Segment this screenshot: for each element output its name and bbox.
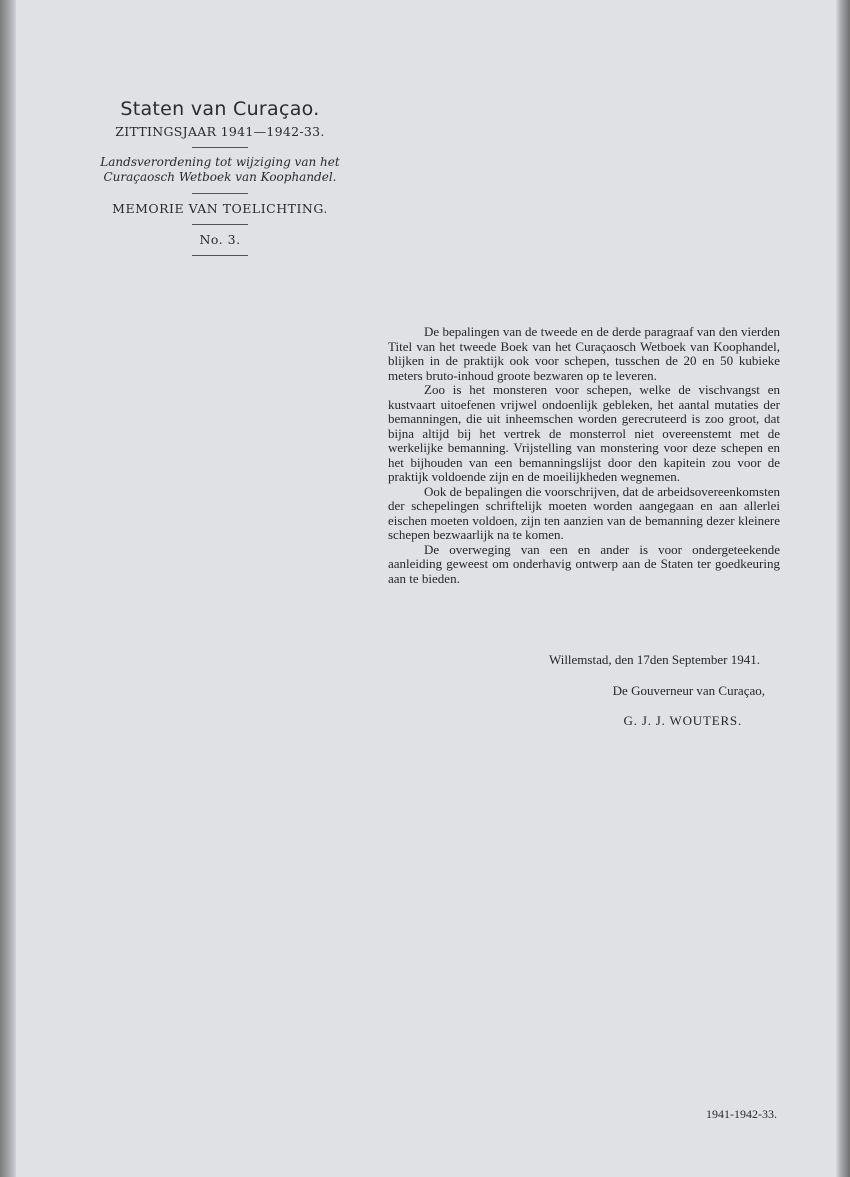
divider-rule bbox=[192, 224, 248, 225]
signatory-title: De Gouverneur van Curaçao, bbox=[612, 683, 765, 698]
page-edge-right bbox=[836, 0, 850, 1177]
place-date: Willemstad, den 17den September 1941. bbox=[548, 652, 760, 667]
document-title: Staten van Curaçao. bbox=[120, 98, 320, 120]
paragraph: De bepalingen van de tweede en de derde paragraaf van den vierden Titel van het tweede Boek van het Curaçaosch Wetboek van Koophandel, blijken in de praktijk ook voor schepen, tusschen de 20 en 50 kubieke meters bruto-inhoud groote bezwaren op te leveren. bbox=[388, 324, 780, 383]
divider-rule bbox=[192, 193, 248, 194]
subject-line: Landsverordening tot wijziging van het Curaçaosch Wetboek van Koophandel. bbox=[100, 155, 340, 184]
document-header bbox=[70, 98, 370, 263]
explanatory-text bbox=[388, 325, 780, 586]
page-edge-left bbox=[0, 0, 16, 1177]
divider-rule bbox=[192, 255, 248, 256]
paragraph: Zoo is het monsteren voor schepen, welke de vischvangst en kustvaart uitoefenen vrijwel ondoenlijk gebleken, het aantal mutaties der bemanningen, die uit inheemschen worden gerecruteerd is zoo groot, dat bijna altijd bij het vertrek de monsterrol niet overeenstemt met de werkelijke bemanning. Vrijstelling van monstering voor deze schepen en het bijhouden van een bemanningslijst door den kapitein zou voor de praktijk voldoende zijn en de moeilijkheden wegnemen. bbox=[388, 382, 780, 484]
signatory-name: G. J. J. WOUTERS. bbox=[623, 713, 742, 728]
document-number: No. 3. bbox=[199, 232, 241, 247]
document-type: MEMORIE VAN TOELICHTING. bbox=[112, 201, 328, 216]
divider-rule bbox=[192, 147, 248, 148]
paragraph: Ook de bepalingen die voorschrijven, dat de arbeidsovereenkomsten der schepelingen schriftelijk moeten worden aangegaan en aan allerlei eischen moeten voldoen, zijn ten aanzien van de bemanning dezer kleinere schepen bezwaarlijk na te komen. bbox=[388, 483, 780, 542]
footer-document-code: 1941-1942-33. bbox=[706, 1107, 777, 1121]
paragraph: De overweging van een en ander is voor ondergeteekende aanleiding geweest om onderhavig ontwerp aan de Staten ter goedkeuring aan te bieden. bbox=[388, 541, 780, 586]
session-year: ZITTINGSJAAR 1941—1942-33. bbox=[115, 124, 325, 139]
